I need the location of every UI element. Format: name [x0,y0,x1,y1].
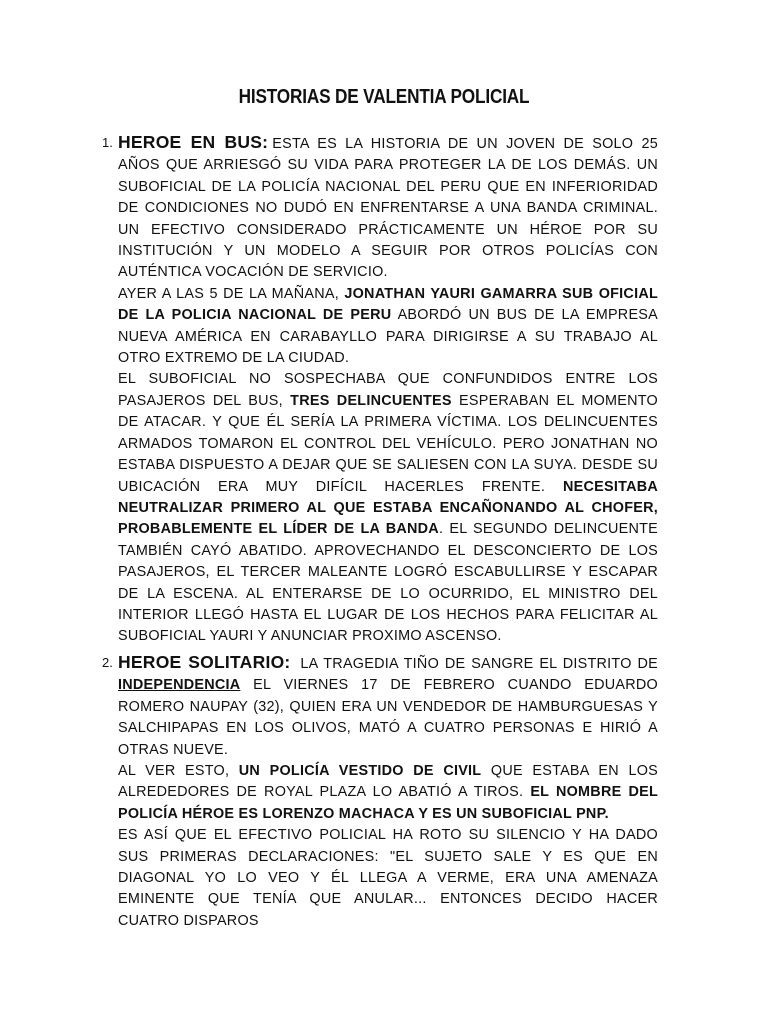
section-paragraph [118,652,658,761]
section-heroe-en-bus [102,132,659,648]
bold-text: UN POLICÍA VESTIDO DE CIVIL [238,763,482,780]
paragraph-text: . EL SEGUNDO DELINCUENTE TAMBIÉN CAYÓ ABATIDO. APROVECHANDO EL DESCONCIERTO DE LOS PASAJEROS, EL TERCER MALEANTE LOGRÓ ESCABULLIRSE Y ESCAPAR DE LA ESCENA. AL ENTERARSE DE LO OCURRIDO, EL MINISTRO DEL INTERIOR LLEGÓ HASTA EL LUGAR DE LOS HECHOS PARA FELICITAR AL SUBOFICIAL YAURI Y ANUNCIAR PROXIMO ASCENSO. [118,521,659,645]
paragraph-text: ESTA ES LA HISTORIA DE UN JOVEN DE SOLO 25 AÑOS QUE ARRIESGÓ SU VIDA PARA PROTEGER LA DE LOS DEMÁS. UN SUBOFICIAL DE LA POLICÍA NACIONAL DEL PERU QUE EN INFERIORIDAD DE CONDICIONES NO DUDÓ EN ENFRENTARSE A UNA BANDA CRIMINAL. UN EFECTIVO CONSIDERADO PRÁCTICAMENTE UN HÉROE POR SU INSTITUCIÓN Y UN MODELO A SEGUIR POR OTROS POLICÍAS CON AUTÉNTICA VOCACIÓN DE SERVICIO. [118,136,658,281]
bold-text: NECESITABA NEUTRALIZAR PRIMERO AL QUE ESTABA ENCAÑONANDO AL CHOFER, PROBABLEMENTE EL LÍDER DE LA BANDA [118,478,658,538]
document-title: HISTORIAS DE VALENTIA POLICIAL [238,86,530,108]
paragraph-text: AL VER ESTO, [118,763,239,780]
section-number: 1. [102,135,113,150]
paragraph-text: ES ASÍ QUE EL EFECTIVO POLICIAL HA ROTO SU SILENCIO Y HA DADO SUS PRIMERAS DECLARACIONES: "EL SUJETO SALE Y ES QUE EN DIAGONAL YO LO VEO Y ÉL LLEGA A VERME, ERA UNA AMENAZA EMINENTE QUE TENÍA QUE ANULAR... ENTONCES DECIDO HACER CUATRO DISPAROS [118,827,658,929]
paragraph-text: ESPERABAN EL MOMENTO DE ATACAR. Y QUE ÉL SERÍA LA PRIMERA VÍCTIMA. LOS DELINCUENTES ARMADOS TOMARON EL CONTROL DEL VEHÍCULO. PERO JONATHAN NO ESTABA DISPUESTO A DEJAR QUE SE SALIESEN CON LA SUYA. DESDE SU UBICACIÓN ERA MUY DIFÍCIL HACERLES FRENTE. [118,392,658,495]
section-paragraph [118,825,658,932]
section-paragraph [118,284,658,370]
bold-text: EL NOMBRE DEL POLICÍA HÉROE ES LORENZO MACHACA Y ES UN SUBOFICIAL PNP. [118,784,658,822]
section-number: 2. [102,655,113,670]
paragraph-text: QUE ESTABA EN LOS ALREDEDORES DE ROYAL PLAZA LO ABATIÓ A TIROS. [118,763,658,801]
paragraph-text: EL VIERNES 17 DE FEBRERO CUANDO EDUARDO ROMERO NAUPAY (32), QUIEN ERA UN VENDEDOR DE HAMBURGUESAS Y SALCHIPAPAS EN LOS OLIVOS, MATÓ A CUATRO PERSONAS E HIRIÓ A OTRAS NUEVE. [118,677,658,758]
paragraph-text: AYER A LAS 5 DE LA MAÑANA, [118,285,345,302]
section-heading: HEROE SOLITARIO: [118,652,291,672]
section-heroe-solitario [102,652,658,932]
bold-text: JONATHAN YAURI GAMARRA SUB OFICIAL DE LA POLICIA NACIONAL DE PERU [118,285,658,324]
underlined-bold-text: INDEPENDENCIA [118,677,241,694]
bold-text: TRES DELINCUENTES [290,392,452,409]
section-paragraph [118,369,658,647]
section-heading: HEROE EN BUS: [118,132,269,152]
paragraph-text: EL SUBOFICIAL NO SOSPECHABA QUE CONFUNDIDOS ENTRE LOS PASAJEROS DEL BUS, [118,371,658,409]
section-paragraph [118,761,658,825]
paragraph-text: LA TRAGEDIA TIÑO DE SANGRE EL DISTRITO DE [294,656,658,672]
paragraph-text: ABORDÓ UN BUS DE LA EMPRESA NUEVA AMÉRICA EN CARABAYLLO PARA DIRIGIRSE A SU TRABAJO AL OTRO EXTREMO DE LA CIUDAD. [118,307,658,367]
section-paragraph [118,132,658,284]
